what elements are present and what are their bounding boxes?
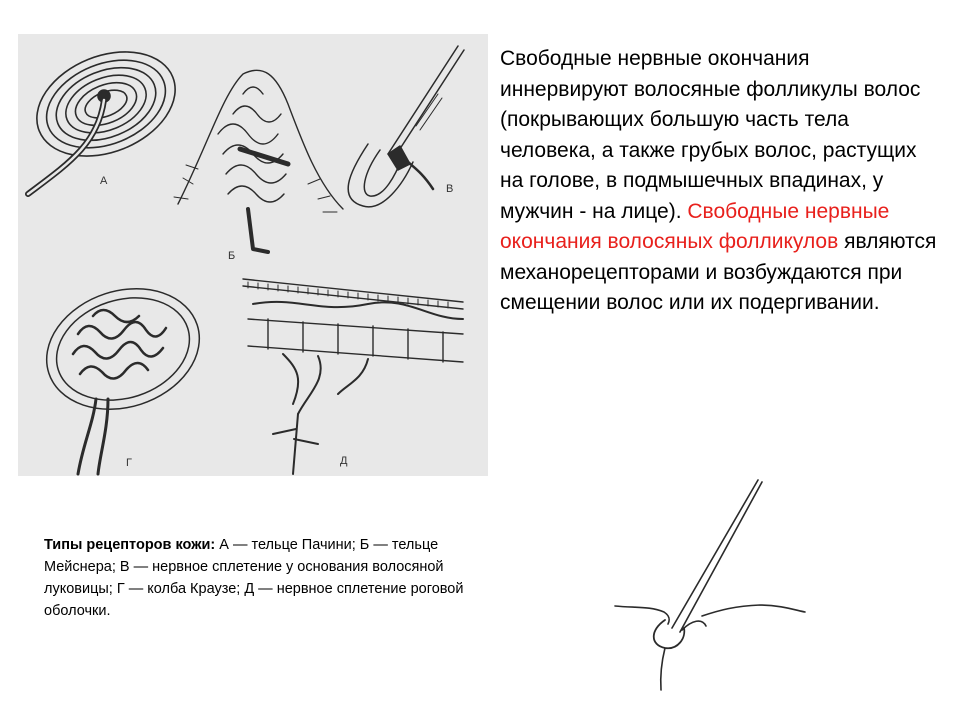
highlight-free-endings: Свободные нервные окончания xyxy=(500,199,890,253)
caption-title: Типы рецепторов кожи: xyxy=(44,537,216,553)
caption-body: А — тельце Пачини; Б — тельце Мейснера; В — нервное сплетение у основания волосяной луковицы; Г — колба Краузе; Д — нервное сплетение роговой оболочки. xyxy=(44,537,464,619)
receptor-drawings xyxy=(18,34,488,476)
meissner-corpuscle-drawing xyxy=(174,70,343,252)
receptor-figure xyxy=(18,34,488,476)
paragraph-text-2: являются механорецепторами и возбуждаются при смещении волос или их подергивании. xyxy=(500,230,937,314)
hair-drawing xyxy=(610,470,930,700)
krause-bulb-drawing xyxy=(31,270,215,474)
hair-follicle-sketch xyxy=(610,470,930,700)
label-b: Б xyxy=(228,250,236,262)
paragraph-text-1: Свободные нервные окончания иннервируют волосяные фолликулы волос (покрывающих большую часть тела человека, а также грубых волос, растущих на голове, в подмышечных впадинах, у мужчин - на лице). xyxy=(500,47,921,223)
label-d: Д xyxy=(340,455,348,467)
corneal-plexus-drawing xyxy=(243,279,463,474)
label-g: Г xyxy=(126,457,132,469)
figure-caption xyxy=(44,534,474,622)
label-a: А xyxy=(100,175,108,187)
highlight-hair-follicles: волосяных фолликулов xyxy=(607,230,839,253)
pacinian-corpuscle-drawing xyxy=(21,34,190,194)
label-v: В xyxy=(446,183,454,195)
main-paragraph xyxy=(500,44,940,319)
